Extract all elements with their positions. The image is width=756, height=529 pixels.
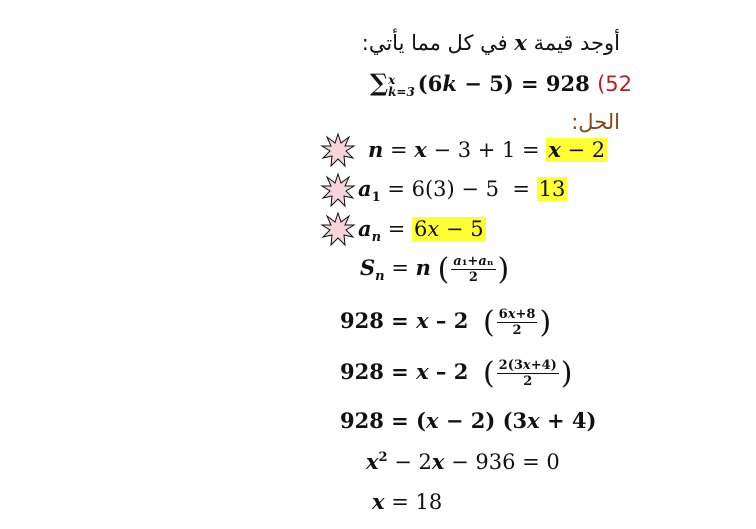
star-burst-icon (320, 172, 356, 208)
instruction-text: أوجد قيمة x في كل مما يأتي: (361, 30, 620, 55)
step-4: $S_n = n$ ( $\frac{\text{a₁+aₙ}}{2}$ ) (360, 252, 510, 287)
solution-label: الحل: (571, 110, 620, 134)
step-7: 928 = (x − 2) (3x + 4) (340, 408, 597, 433)
step-3: $a_n = 6x - 5$ (358, 216, 484, 246)
step-2: $a_1 = 6(3) - 5 = 13$ (358, 176, 566, 206)
step-6: 928 = x – 2 ( $\frac{2(3x+4)}{2}$ ) (340, 356, 573, 391)
step-5: 928 = x – 2 ( $\frac{6x+8}{2}$ ) (340, 305, 552, 340)
step-1: n = x − 3 + 1 = x − 2 (368, 137, 606, 162)
step-8: $x^2 - 2x - 936 = 0$ (366, 449, 560, 474)
star-burst-icon (320, 132, 356, 168)
star-burst-icon (320, 211, 356, 247)
step-9: x = 18 (372, 489, 443, 514)
question-equation: ∑ x k=3 (6k − 5) = 928 (52 (370, 68, 632, 99)
question-number: (52 (597, 72, 632, 96)
